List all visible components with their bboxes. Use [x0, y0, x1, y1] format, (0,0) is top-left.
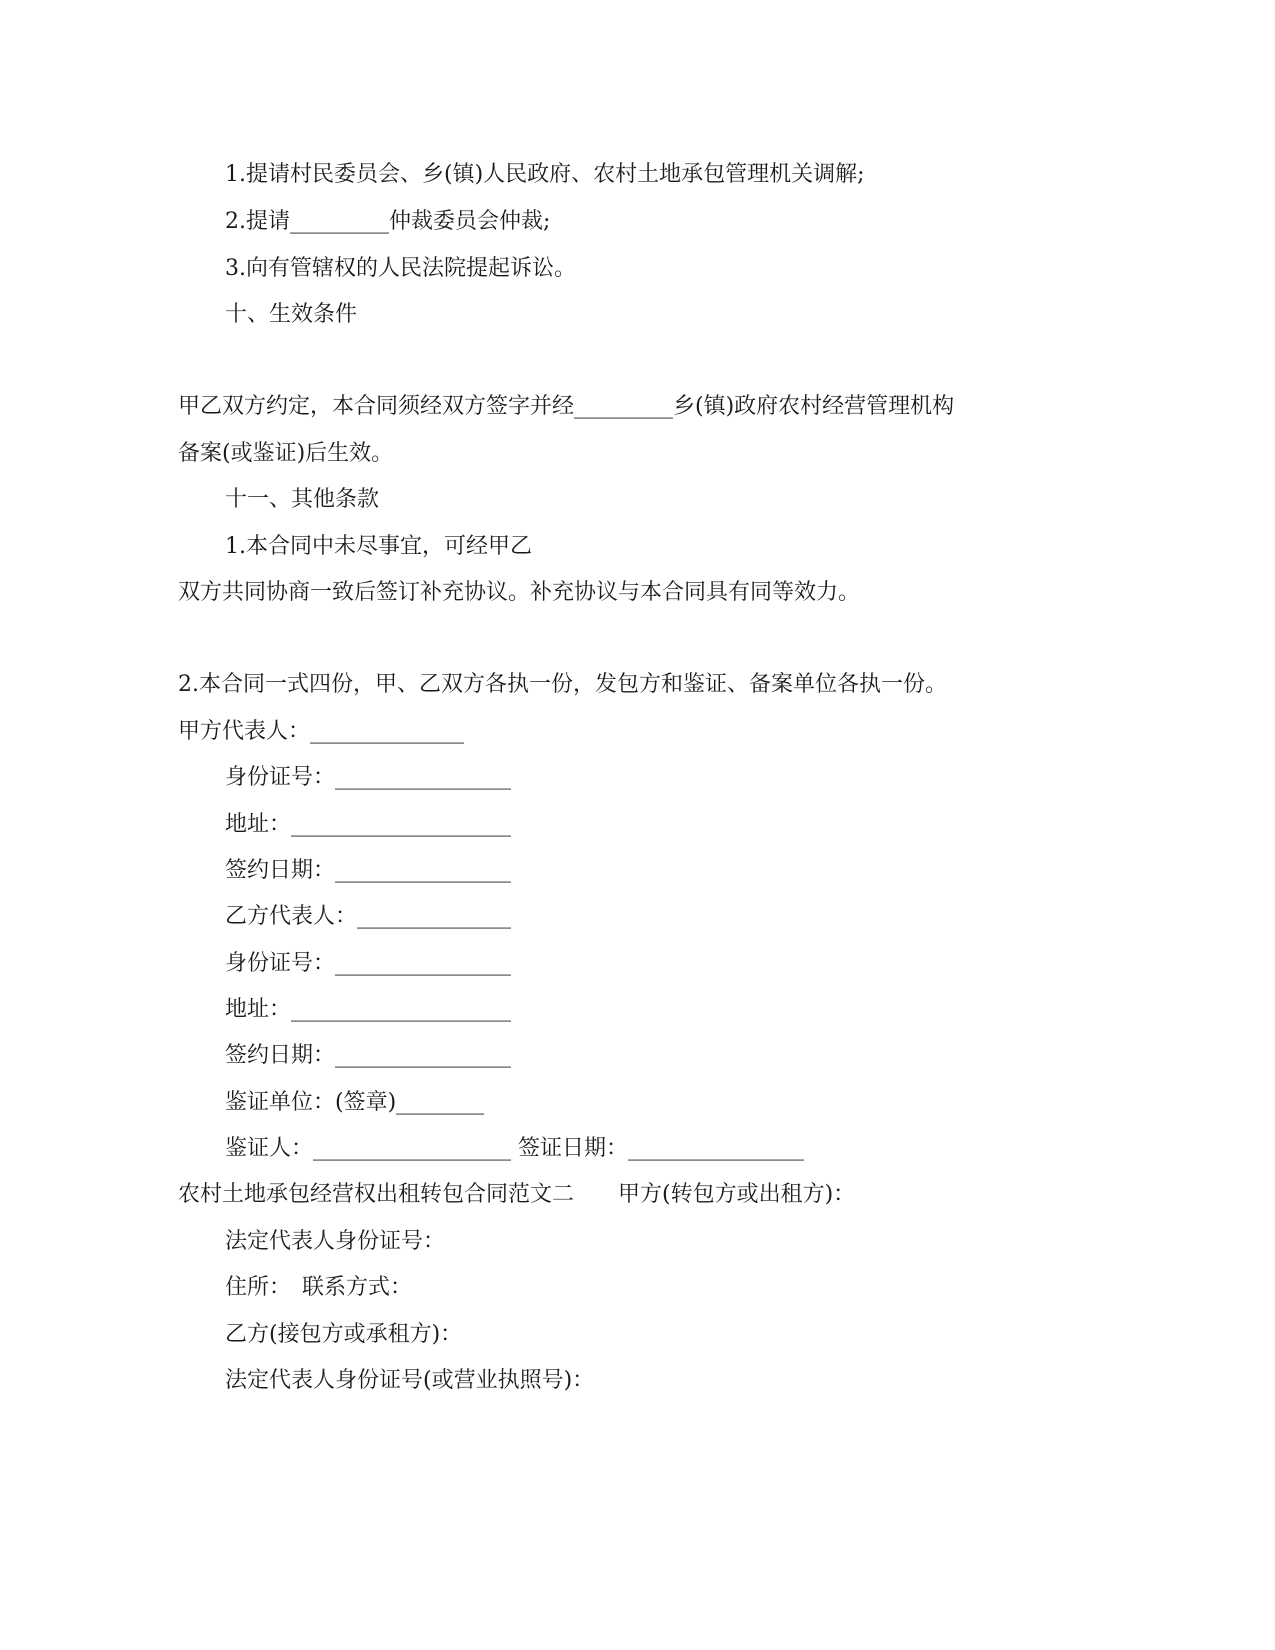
template-two-title-line: 农村土地承包经营权出租转包合同范文二 甲方(转包方或出租方)：	[178, 1182, 856, 1207]
party-b-heading-line: 乙方(接包方或承租方)：	[225, 1322, 463, 1347]
clause-9-item-2: 2.提请_________仲裁委员会仲裁;	[225, 209, 551, 234]
effective-conditions-text: 甲乙双方约定，本合同须经双方签字并经_________乡(镇)政府农村经营管理机构	[178, 394, 955, 419]
other-terms-item-2: 2.本合同一式四份，甲、乙双方各执一份，发包方和鉴证、备案单位各执一份。	[178, 672, 947, 697]
clause-9-item-1: 1.提请村民委员会、乡(镇)人民政府、农村土地承包管理机关调解;	[225, 162, 865, 187]
section-heading-effective-conditions: 十、生效条件	[225, 302, 358, 327]
party-a-address-line: 地址：____________________	[225, 812, 512, 837]
party-b-representative-line: 乙方代表人：______________	[225, 904, 512, 929]
clause-9-item-3: 3.向有管辖权的人民法院提起诉讼。	[225, 256, 576, 281]
other-terms-item-1-cont: 双方共同协商一致后签订补充协议。补充协议与本合同具有同等效力。	[178, 580, 861, 605]
party-a-representative-line: 甲方代表人：______________	[178, 719, 465, 744]
party-b-address-line: 地址：____________________	[225, 997, 512, 1022]
legal-rep-id-line: 法定代表人身份证号：	[225, 1229, 446, 1254]
section-heading-other-terms: 十一、其他条款	[225, 487, 380, 512]
attestation-unit-line: 鉴证单位：(签章)________	[225, 1090, 485, 1115]
party-b-id-line: 身份证号：________________	[225, 951, 512, 976]
attestor-and-date-line: 鉴证人：__________________ 签证日期：________________	[225, 1136, 804, 1161]
party-a-id-line: 身份证号：________________	[225, 765, 512, 790]
party-a-sign-date-line: 签约日期：________________	[225, 858, 512, 883]
residence-contact-line: 住所： 联系方式：	[225, 1275, 413, 1300]
party-b-sign-date-line: 签约日期：________________	[225, 1043, 512, 1068]
party-b-legal-rep-id-line: 法定代表人身份证号(或营业执照号)：	[225, 1368, 595, 1393]
effective-conditions-text-cont: 备案(或鉴证)后生效。	[178, 441, 394, 466]
other-terms-item-1: 1.本合同中未尽事宜，可经甲乙	[225, 534, 532, 559]
